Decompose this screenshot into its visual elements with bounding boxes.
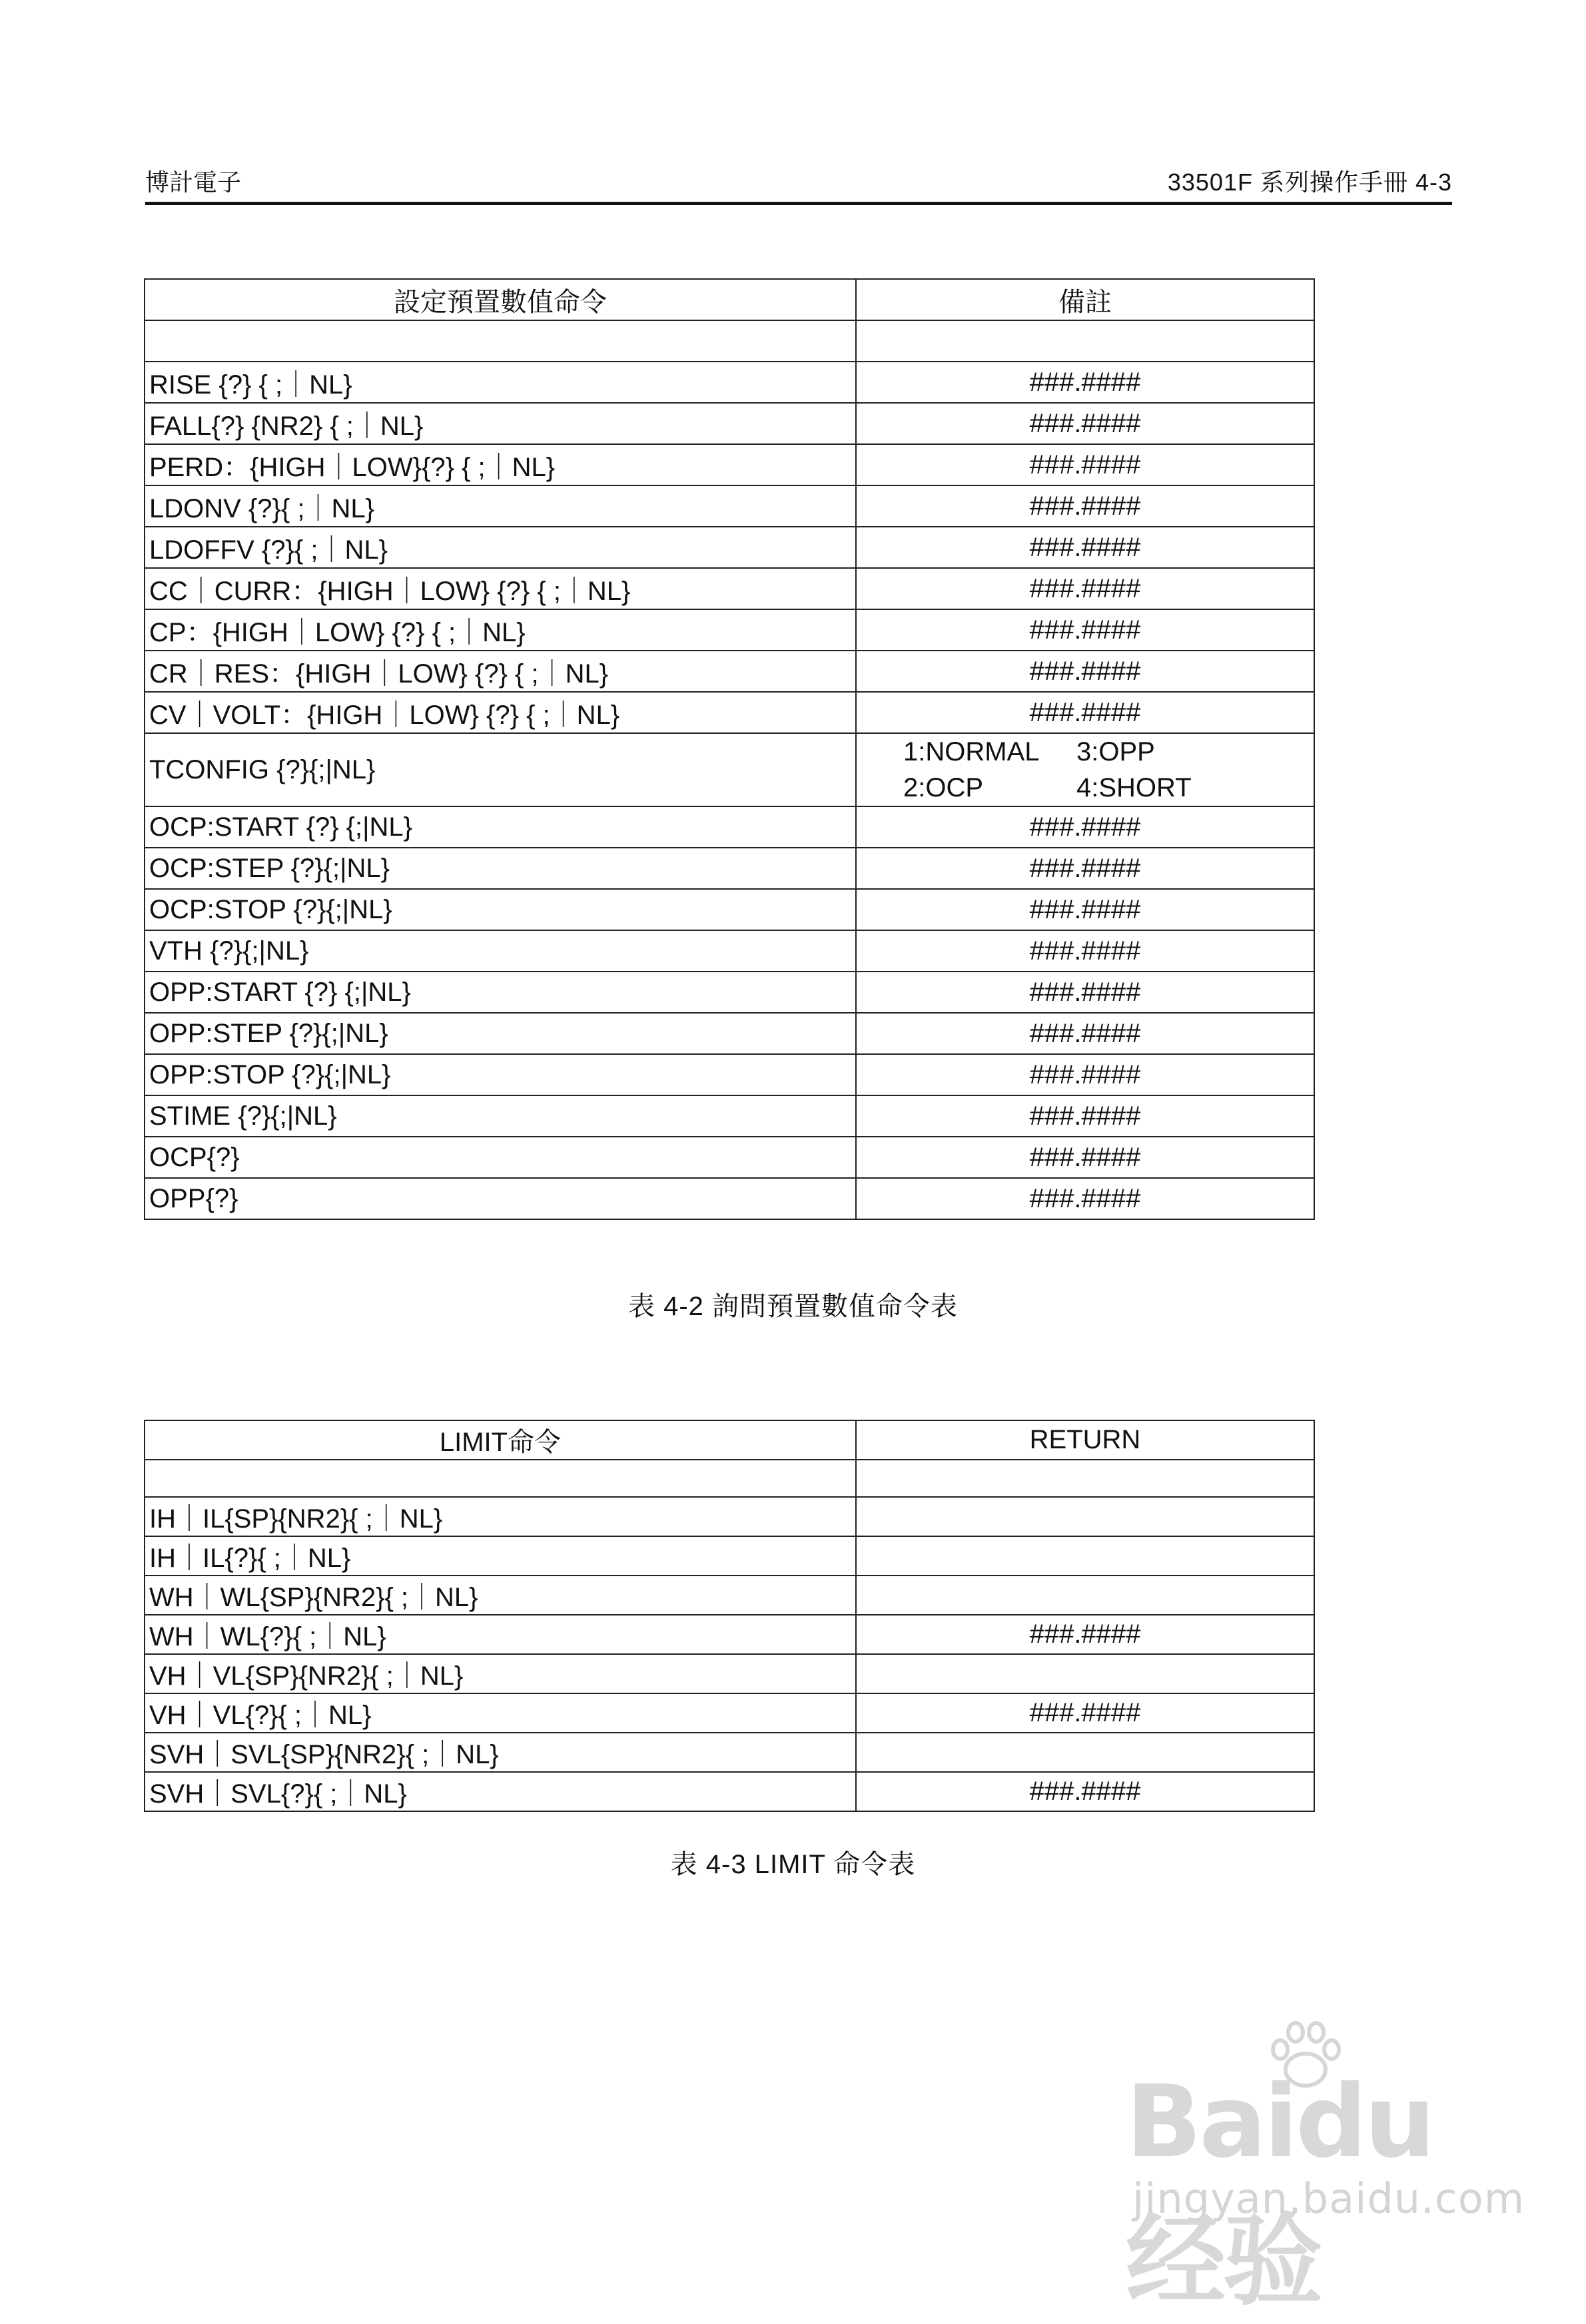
command-cell: IH｜IL{SP}{NR2}{ ;｜NL}	[145, 1497, 856, 1536]
table-row	[145, 527, 1314, 568]
command-cell: OPP{?}	[145, 1178, 856, 1219]
option-short: 4:SHORT	[1076, 773, 1192, 802]
return-cell: ###.####	[856, 1693, 1314, 1733]
remark-cell: ###.####	[856, 972, 1314, 1013]
remark-cell: ###.####	[856, 527, 1314, 568]
command-cell: CR｜RES：{HIGH｜LOW} {?} { ;｜NL}	[145, 651, 856, 692]
remark-cell: ###.####	[856, 568, 1314, 609]
remark-cell: ###.####	[856, 889, 1314, 930]
return-cell	[856, 1460, 1314, 1497]
option-opp: 3:OPP	[1076, 737, 1155, 766]
return-cell: ###.####	[856, 1772, 1314, 1811]
table-row	[145, 651, 1314, 692]
command-cell: OPP:STOP {?}{;|NL}	[145, 1054, 856, 1095]
command-cell: CC｜CURR：{HIGH｜LOW} {?} { ;｜NL}	[145, 568, 856, 609]
table-row	[145, 1054, 1314, 1095]
limit-command-column-header: LIMIT命令	[145, 1420, 856, 1460]
table-row	[145, 609, 1314, 651]
command-cell: OCP:START {?} {;|NL}	[145, 806, 856, 848]
company-name: 博計電子	[145, 168, 242, 196]
tconfig-options-cell	[856, 733, 1314, 806]
command-cell: VTH {?}{;|NL}	[145, 930, 856, 972]
remark-column-header: 備註	[856, 279, 1314, 320]
command-cell: OPP:STEP {?}{;|NL}	[145, 1013, 856, 1054]
command-cell: SVH｜SVL{SP}{NR2}{ ;｜NL}	[145, 1733, 856, 1772]
table-row	[145, 1497, 1314, 1536]
table-row	[145, 568, 1314, 609]
option-ocp: 2:OCP	[903, 773, 984, 802]
table-row	[145, 1772, 1314, 1811]
table-row	[145, 362, 1314, 403]
command-column-header: 設定預置數值命令	[145, 279, 856, 320]
command-cell: LDONV {?}{ ;｜NL}	[145, 485, 856, 527]
option-normal: 1:NORMAL	[903, 737, 1040, 766]
table-header-row	[145, 1420, 1314, 1460]
return-cell	[856, 1654, 1314, 1693]
table-row	[145, 1013, 1314, 1054]
command-cell: LDOFFV {?}{ ;｜NL}	[145, 527, 856, 568]
table-row	[145, 806, 1314, 848]
return-cell	[856, 1497, 1314, 1536]
command-cell	[145, 1460, 856, 1497]
command-cell: VH｜VL{?}{ ;｜NL}	[145, 1693, 856, 1733]
remark-cell: ###.####	[856, 806, 1314, 848]
table-row	[145, 1733, 1314, 1772]
remark-cell: ###.####	[856, 403, 1314, 444]
table-row	[145, 1654, 1314, 1693]
remark-cell: ###.####	[856, 1054, 1314, 1095]
return-cell	[856, 1576, 1314, 1615]
command-cell: CP：{HIGH｜LOW} {?} { ;｜NL}	[145, 609, 856, 651]
table-row	[145, 972, 1314, 1013]
table-row	[145, 889, 1314, 930]
command-cell: CV｜VOLT：{HIGH｜LOW} {?} { ;｜NL}	[145, 692, 856, 733]
table-row	[145, 1693, 1314, 1733]
watermark-url: jingyan.baidu.com	[1132, 2174, 1525, 2223]
baidu-jingyan-watermark	[1126, 2018, 1525, 2319]
command-cell: SVH｜SVL{?}{ ;｜NL}	[145, 1772, 856, 1811]
command-cell	[145, 320, 856, 362]
return-cell	[856, 1733, 1314, 1772]
command-cell: VH｜VL{SP}{NR2}{ ;｜NL}	[145, 1654, 856, 1693]
table-row	[145, 692, 1314, 733]
limit-command-table	[144, 1420, 1315, 1812]
command-cell: FALL{?} {NR2} { ;｜NL}	[145, 403, 856, 444]
remark-cell: ###.####	[856, 485, 1314, 527]
command-cell: TCONFIG {?}{;|NL}	[145, 733, 856, 806]
remark-cell: ###.####	[856, 848, 1314, 889]
table-row	[145, 1615, 1314, 1654]
command-cell: OCP:STEP {?}{;|NL}	[145, 848, 856, 889]
page-header	[145, 168, 1452, 205]
command-cell: OPP:START {?} {;|NL}	[145, 972, 856, 1013]
command-cell: STIME {?}{;|NL}	[145, 1095, 856, 1137]
table-4-2-caption: 表 4-2 詢問預置數值命令表	[627, 1292, 959, 1321]
command-cell: OCP:STOP {?}{;|NL}	[145, 889, 856, 930]
remark-cell: ###.####	[856, 609, 1314, 651]
preset-query-command-table	[144, 278, 1315, 1220]
remark-cell: ###.####	[856, 1013, 1314, 1054]
tconfig-options-line-2	[903, 770, 1310, 806]
table-row	[145, 1460, 1314, 1497]
watermark-brand: Baidu经验	[1126, 2064, 1433, 2319]
return-cell	[856, 1536, 1314, 1576]
command-cell: WH｜WL{?}{ ;｜NL}	[145, 1615, 856, 1654]
table-row	[145, 1576, 1314, 1615]
remark-cell: ###.####	[856, 692, 1314, 733]
table-4-3-caption: 表 4-3 LIMIT 命令表	[670, 1850, 916, 1879]
table-header-row	[145, 279, 1314, 320]
table-row	[145, 1095, 1314, 1137]
table-row	[145, 444, 1314, 485]
remark-cell: ###.####	[856, 1178, 1314, 1219]
tconfig-row	[145, 733, 1314, 806]
manual-title-page: 33501F 系列操作手冊 4-3	[1167, 168, 1452, 196]
command-cell: WH｜WL{SP}{NR2}{ ;｜NL}	[145, 1576, 856, 1615]
table-row	[145, 320, 1314, 362]
remark-cell: ###.####	[856, 362, 1314, 403]
table-row	[145, 403, 1314, 444]
command-cell: PERD：{HIGH｜LOW}{?} { ;｜NL}	[145, 444, 856, 485]
table-row	[145, 485, 1314, 527]
tconfig-options-line-1	[903, 734, 1310, 770]
remark-cell: ###.####	[856, 930, 1314, 972]
remark-cell: ###.####	[856, 651, 1314, 692]
table-row	[145, 848, 1314, 889]
return-cell: ###.####	[856, 1615, 1314, 1654]
table-row	[145, 1137, 1314, 1178]
remark-cell: ###.####	[856, 1137, 1314, 1178]
remark-cell	[856, 320, 1314, 362]
command-cell: OCP{?}	[145, 1137, 856, 1178]
command-cell: IH｜IL{?}{ ;｜NL}	[145, 1536, 856, 1576]
table-row	[145, 930, 1314, 972]
command-cell: RISE {?} { ;｜NL}	[145, 362, 856, 403]
remark-cell: ###.####	[856, 444, 1314, 485]
return-column-header: RETURN	[856, 1420, 1314, 1460]
table-row	[145, 1536, 1314, 1576]
remark-cell: ###.####	[856, 1095, 1314, 1137]
table-row	[145, 1178, 1314, 1219]
